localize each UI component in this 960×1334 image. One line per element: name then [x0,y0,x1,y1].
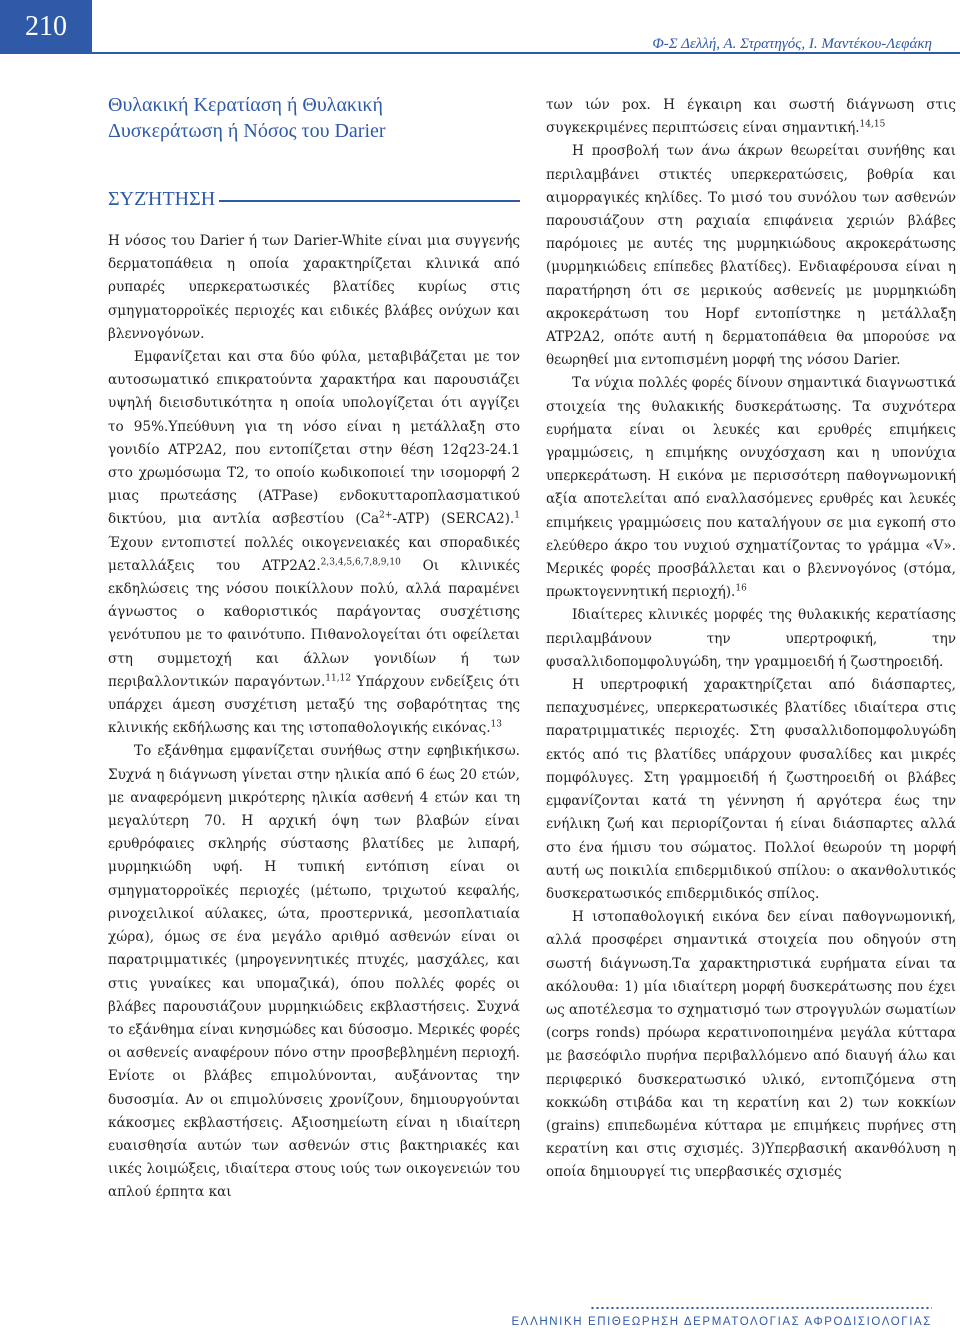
article-title-line-1: Θυλακική Κερατίαση ή Θυλακική [108,94,383,116]
left-paragraph-3: Το εξάνθημα εμφανίζεται συνήθως στην εφηβικήικσω. Συχνά η διάγνωση γίνεται στην ηλικία από 6 έως 20 ετών, με αναφερόμενη μικρότερης ηλικία ασθενή 4 ετών και τη μεγαλύτερη 70. Η αρχική όψη των βλαβών είναι ερυθρόφαιες σκληρής σύστασης βλατίδες με λιπαρή, μυρμηκιώδη υφή. Η τυπική εντόπιση είναι οι σμηγματορροϊκές περιοχές (μέτωπο, τριχωτού κεφαλής, ρινοχειλικοί αύλακες, ώτα, προστερνικά, μεσοπλατιαία χώρα), όμως σε ένα μεγάλο αριθμό ασθενών είναι οι παρατριμματικές (μηρογεννητικές πτυχές, μασχάλες, και στις γυναίκες και υπομαζικά), όπου πολλές φορές οι βλάβες παρουσιάζουν μυρμηκιώδεις εκβλαστήσεις. Συχνά το εξάνθημα είναι κνησμώδες και δύσοσμο. Μερικές φορές οι ασθενείς αναφέρουν πόνο στην προσβεβλημένη περιοχή. Ενίοτε οι βλάβες επιμολύνονται, αυξάνοντας την δυσοσμία. Αν οι επιμολύνσεις χρονίζουν, δημιουργούνται κάκοσμες εκβλαστήσεις. Αξιοσημείωτη είναι η ιδιαίτερη ευαισθησία αυτών των ασθενών στις βακτηριακές και ιικές λοιμώξεις, ιδιαίτερα στους ιούς των οικογενειών του απλού έρπητα και [108,743,520,1201]
left-p2-text-d: Οι κλινικές εκδηλώσεις της νόσου ποικίλλουν πολύ, αλλά παραμένει άγνωστος ο καθοριστικός παράγοντας συσχέτισης γενότυπου με το φαινότυπο. Πιθανολογείται ότι οφείλεται στη συμμετοχή και άλλων γονιδίων ή των περιβαλλοντικών παραγόντων. [108,557,520,690]
section-heading-rule [219,200,520,202]
right-paragraph-2: Η προσβολή των άνω άκρων θεωρείται συνήθης και περιλαμβάνει στικτές υπερκερατώσεις, βοθρία και αιμορραγικές κηλίδες. Το μισό του συνόλου των ασθενών παρουσιάζουν στη ραχιαία επιφάνεια χεριών βλάβες παρόμοιες με αυτές της μυρμηκιώδους ακροκεράτωσης (μυρμηκιώδεις επίπεδες βλατίδες). Ενδιαφέρουσα είναι η παρατήρηση ότι σε μερικούς ασθενείς με μυρμηκιώδη ακροκεράτωση του Hopf εντοπίστηκε η μετάλλαξη ATP2A2, οπότε αυτή η δερματοπάθεια θα μπορούσε να θεωρηθεί μια εντοπισμένη μορφή της νόσου Darier. [546,143,956,369]
section-heading [108,186,520,212]
left-p2-text-e: Υπάρχουν ενδείξεις ότι υπάρχει άμεση συσχέτιση μεταξύ της σοβαρότητας της κλινικής εκδήλωσης και της ιστοπαθολογικής εικόνας. [108,673,520,737]
left-p2-text-a: Εμφανίζεται και στα δύο φύλα, μεταβιβάζεται με τον αυτοσωματικό επικρατούντα χαρακτήρα και παρουσιάζει υψηλή διεισδυτικότητα η οποία υπολογίζεται ότι αγγίζει το 95%.Υπεύθυνη για τη νόσο είναι η μετάλλαξη στο γονιδίο ATP2A2, που εντοπίζεται στην θέση 12q23-24.1 στο χρωμόσωμα Τ2, το οποίο κωδικοποιεί την ισομορφή 2 μιας πρωτεάσης (ATPase) ενδοκυτταροπλασματικού δικτύου, μια αντλία ασβεστίου (Ca [108,349,520,528]
page-number: 210 [0,0,92,54]
journal-name: ΕΛΛΗΝΙΚΗ ΕΠΙΘΕΩΡΗΣΗ ΔΕΡΜΑΤΟΛΟΓΙΑΣ ΑΦΡΟΔΙΣΙΟΛΟΓΙΑΣ [511,1316,932,1328]
right-paragraph-3 [546,372,956,604]
calcium-charge-superscript: 2+ [379,510,393,521]
footer-dotted-rule [590,1306,932,1310]
left-column [108,230,520,1205]
running-head-authors: Φ-Σ Δελλή, Α. Στρατηγός, Ι. Μαντέκου-Λεφάκη [652,36,932,52]
reference-superscript: 1 [514,510,520,521]
reference-superscript: 14,15 [859,119,886,130]
right-p1-text: των ιών pox. Η έγκαιρη και σωστή διάγνωση στις συγκεκριμένες περιπτώσεις είναι σημαντική. [546,97,956,137]
left-p2-text-c: Έχουν εντοπιστεί πολλές οικογενειακές και σποραδικές μεταλλάξεις του ATP2A2. [108,534,520,574]
section-heading-text: ΣΥΖΉΤΗΣΗ [108,187,216,210]
right-paragraph-5: Η υπερτροφική χαρακτηρίζεται από διάσπαρτες, πεπαχυσμένες, υπερκερατωσικές βλατίδες ιδιαίτερα στις παρατριμματικές περιοχές. Στη φυσαλλιδοπομφολυγώδη εκτός από τις βλατίδες υπάρχουν φυσαλίδες και μικρές πομφόλυγες. Στη γραμμοειδή ή ζωστηροειδή οι βλάβες εμφανίζονται κατά τη γέννηση ή αργότερα έως την ενήλικη ζωή και περιορίζονται ή είναι διάσπαρτες αλλά στο ένα ήμισυ του σώματος. Πολλοί θεωρούν τη μορφή αυτή ως ποικιλία επιδερμιδικού σπίλου: ο ακανθολυτικός δυσκερατωσικός επιδερμιδικός σπίλος. [546,677,956,902]
reference-superscript: 11,12 [325,673,352,684]
reference-superscript: 16 [735,583,747,594]
left-paragraph-1: Η νόσος του Darier ή των Darier-White είναι μια συγγενής δερματοπάθεια η οποία χαρακτηρίζεται κλινικά από ρυπαρές υπερκερατωσικές βλατίδες κυρίως στις σμηγματορροϊκές περιοχές και ειδικές βλάβες ονύχων και βλεννογόνων. [108,233,520,342]
reference-superscript: 13 [490,719,502,730]
right-column [546,94,956,1185]
reference-superscript: 2,3,4,5,6,7,8,9,10 [320,557,401,568]
left-p2-text-b: -ATP) (SERCA2). [392,511,515,528]
right-paragraph-4: Ιδιαίτερες κλινικές μορφές της θυλακικής κερατίασης περιλαμβάνουν την υπερτροφική, την φυσαλλιδοπομφολυγώδη, την γραμμοειδή ή ζωστηροειδή. [546,607,956,670]
right-paragraph-6: Η ιστοπαθολογική εικόνα δεν είναι παθογνωμονική, αλλά προσφέρει σημαντικά στοιχεία που οδηγούν στη σωστή διάγνωση.Τα χαρακτηριστικά ευρήματα είναι τα ακόλουθα: 1) μία ιδιαίτερη μορφή δυσκεράτωσης που έχει ως αποτέλεσμα το σχηματισμό των στρογγυλών σωματίων (corps ronds) πρόωρα κερατινοποιημένα μεγάλα κύτταρα με βασεόφιλο πυρήνα περιβαλλόμενο από διαυγή άλω και περιφερικό δυσκερατωσικό υλικό, εντοπιζόμενα στη κοκκώδη στιβάδα και τη κερατίνη και 2) των κοκκίων (grains) επιπεδωμένα κύτταρα με επιμήκεις πυρήνες στη κερατίνη και στις σχισμές. 3)Υπερβασική ακανθόλυση η οποία δημιουργεί τις υπερβασικές σχισμές [546,909,956,1181]
article-title-line-2: Δυσκεράτωση ή Νόσος του Darier [108,120,386,142]
right-paragraph-1 [546,94,956,140]
left-paragraph-2 [108,346,520,740]
article-title [108,92,438,144]
right-p3-text: Τα νύχια πολλές φορές δίνουν σημαντικά διαγνωστικά στοιχεία της θυλακικής δυσκεράτωσης. Τα συχνότερα ευρήματα είναι οι λευκές και ερυθρές επιμήκεις γραμμώσεις, η επιμήκης ονυχόσχαση και η υπονύχια υπερκεράτωση. Η εικόνα με περισσότερη παθογνωμονική αξία αποτελείται από εναλλασόμενες ερυθρές και λευκές επιμήκεις γραμμώσεις που καταλήγουν σε μια εγκοπή στο ελεύθερο άκρο του νυχιού σχηματίζοντας το γράμμα «V». Μερικές φορές προσβάλλεται και ο βλεννογόνος (στόμα, πρωκτογεννητική περιοχή). [546,375,956,601]
